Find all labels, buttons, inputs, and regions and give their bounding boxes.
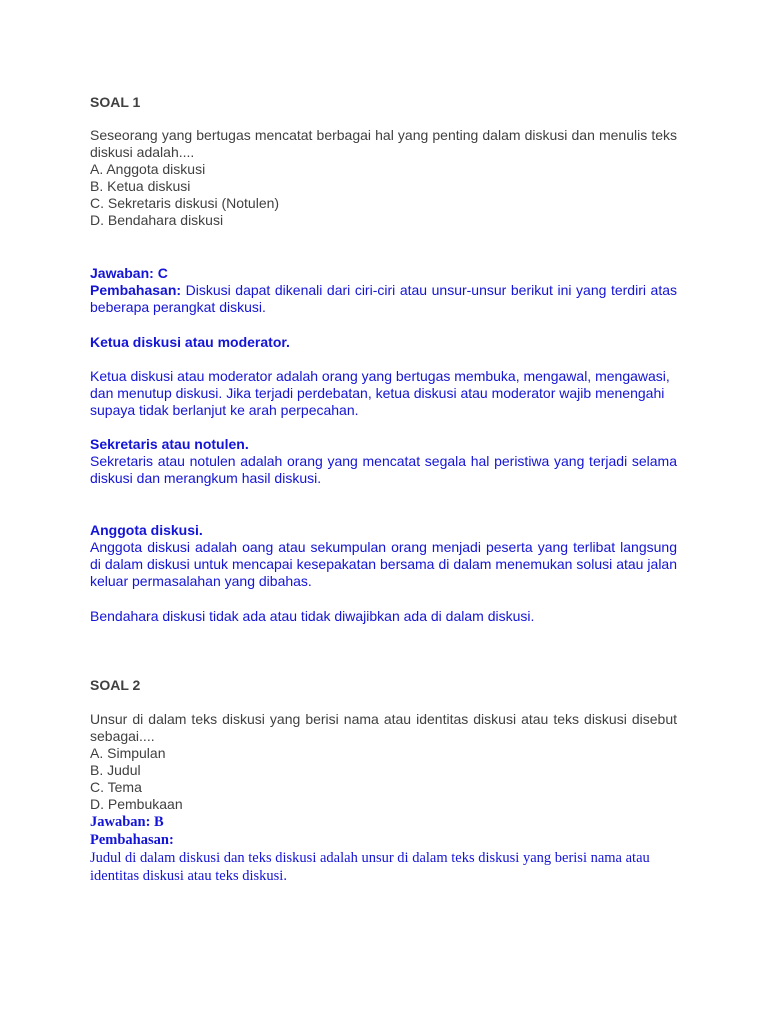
- soal1-option-a: A. Anggota diskusi: [90, 161, 206, 177]
- soal1-option-c: C. Sekretaris diskusi (Notulen): [90, 195, 280, 211]
- bendahara-text: Bendahara diskusi tidak ada atau tidak diwajibkan ada di dalam diskusi.: [90, 608, 535, 624]
- anggota-heading: Anggota diskusi.: [90, 522, 203, 538]
- soal1-option-b: B. Ketua diskusi: [90, 178, 191, 194]
- soal2-explanation-text: Judul di dalam diskusi dan teks diskusi adalah unsur di dalam teks diskusi yang berisi nama atau identitas diskusi atau teks diskusi.: [90, 850, 650, 884]
- soal2-option-c: C. Tema: [90, 779, 142, 795]
- soal1-option-d: D. Bendahara diskusi: [90, 212, 224, 228]
- soal2-answer-block: [90, 813, 677, 885]
- soal1-question: Seseorang yang bertugas mencatat berbagai hal yang penting dalam diskusi dan menulis teks diskusi adalah....: [90, 127, 677, 160]
- soal2-answer: Jawaban: B: [90, 814, 164, 830]
- soal2-option-d: D. Pembukaan: [90, 796, 183, 812]
- soal1-question-block: [90, 127, 677, 229]
- soal2-title: SOAL 2: [90, 677, 141, 693]
- soal2-question-block: [90, 711, 677, 813]
- notulen-text: Sekretaris atau notulen adalah orang yang mencatat segala hal peristiwa yang terjadi selama diskusi dan merangkum hasil diskusi.: [90, 453, 677, 486]
- notulen-heading: Sekretaris atau notulen.: [90, 436, 249, 452]
- soal1-explanation-label: Pembahasan:: [90, 282, 182, 298]
- soal1-title: SOAL 1: [90, 94, 141, 110]
- moderator-heading: Ketua diskusi atau moderator.: [90, 334, 290, 350]
- moderator-text: Ketua diskusi atau moderator adalah orang yang bertugas membuka, mengawal, mengawasi, dan menutup diskusi. Jika terjadi perdebatan, ketua diskusi atau moderator wajib menengahi supaya tidak berlanjut ke arah perpecahan.: [90, 368, 670, 418]
- soal2-question: Unsur di dalam teks diskusi yang berisi nama atau identitas diskusi atau teks diskusi disebut sebagai....: [90, 711, 677, 744]
- soal1-answer-block: [90, 265, 677, 316]
- soal2-explanation-label: Pembahasan:: [90, 832, 174, 848]
- soal1-answer: Jawaban: C: [90, 265, 168, 281]
- soal2-option-a: A. Simpulan: [90, 745, 166, 761]
- soal1-explanation: [90, 282, 677, 316]
- soal2-option-b: B. Judul: [90, 762, 141, 778]
- anggota-block: [90, 522, 677, 590]
- soal1-explanation-text: Diskusi dapat dikenali dari ciri-ciri atau unsur-unsur berikut ini yang terdiri atas beberapa perangkat diskusi.: [90, 282, 677, 315]
- anggota-text: Anggota diskusi adalah oang atau sekumpulan orang menjadi peserta yang terlibat langsung di dalam diskusi untuk mencapai kesepakatan bersama di dalam menemukan solusi atau jalan keluar permasalahan yang dibahas.: [90, 539, 677, 589]
- notulen-block: [90, 436, 677, 487]
